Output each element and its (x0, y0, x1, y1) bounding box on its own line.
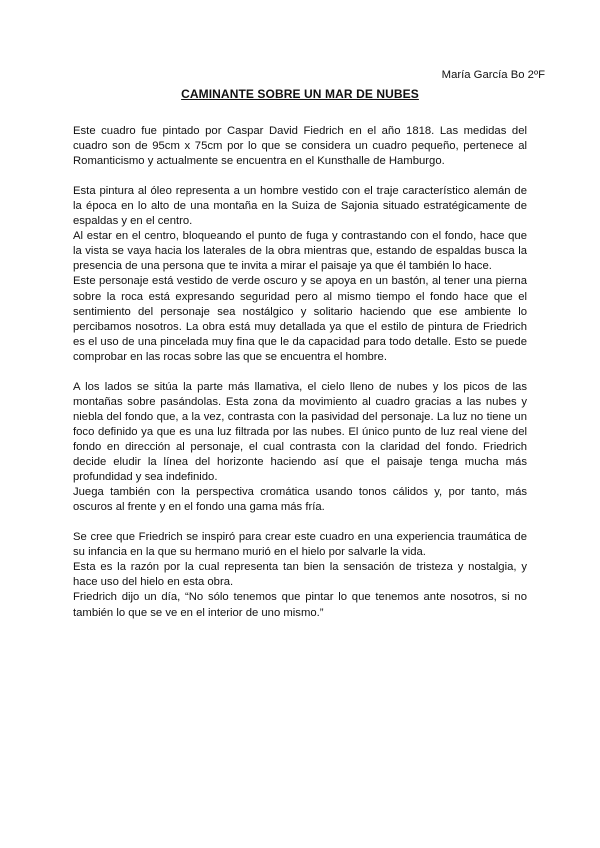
author-line: María García Bo 2ºF (441, 69, 545, 81)
paragraph-landscape: A los lados se sitúa la parte más llamativa, el cielo lleno de nubes y los picos de las montañas sobre pasándolas. Esta zona da movimiento al cuadro gracias a las nubes y niebla del fondo que, a la vez, contrasta con la pasividad del personaje. La luz no tiene un foco definido ya que es una luz filtrada por las nubes. El único punto de luz real viene del fondo en dirección al personaje, el cual contrasta con la claridad del fondo. Friedrich decide eludir la línea del horizonte haciendo así que el paisaje tenga mucha más profundidad y sea indefinido. (73, 380, 527, 484)
paragraph-description: Esta pintura al óleo representa a un hombre vestido con el traje característico alemán de la época en lo alto de una montaña en la Suiza de Sajonia situado estratégicamente de espaldas y en el centro. (73, 185, 527, 228)
paragraph-intro: Este cuadro fue pintado por Caspar David Fiedrich en el año 1818. Las medidas del cuadro son de 95cm x 75cm por lo que se considera un cuadro pequeño, pertenece al Romanticismo y actualmente se encuentra en el Kunsthalle de Hamburgo. (73, 125, 527, 168)
document-body (73, 124, 527, 621)
paragraph-color-perspective: Juega también con la perspectiva cromática usando tonos cálidos y, por tanto, más oscuros al frente y en el fondo una gama más fría. (73, 486, 527, 514)
paragraph-inspiration: Se cree que Friedrich se inspiró para crear este cuadro en una experiencia traumática de su infancia en la que su hermano murió en el hielo por salvarle la vida. (73, 531, 527, 559)
document-title: CAMINANTE SOBRE UN MAR DE NUBES (181, 87, 419, 101)
paragraph-quote: Friedrich dijo un día, “No sólo tenemos que pintar lo que tenemos ante nosotros, si no también lo que se ve en el interior de uno mismo.” (73, 591, 527, 619)
paragraph-reason: Esta es la razón por la cual representa tan bien la sensación de tristeza y nostalgia, y hace uso del hielo en esta obra. (73, 561, 527, 589)
paragraph-composition: Al estar en el centro, bloqueando el punto de fuga y contrastando con el fondo, hace que la vista se vaya hacia los laterales de la obra mientras que, estando de espaldas busca la presencia de una persona que te invita a mirar el paisaje ya que él también lo hace. (73, 230, 527, 273)
paragraph-character: Este personaje está vestido de verde oscuro y se apoya en un bastón, al tener una pierna sobre la roca está expresando seguridad pero al mismo tiempo el fondo hace que el sentimiento del personaje sea nostálgico y solitario haciendo que ese ambiente lo percibamos nosotros. La obra está muy detallada ya que el estilo de pintura de Friedrich es el uso de una pincelada muy fina que le da capacidad para todo detalle. Esto se puede comprobar en las rocas sobre las que se encuentra el hombre. (73, 275, 527, 363)
